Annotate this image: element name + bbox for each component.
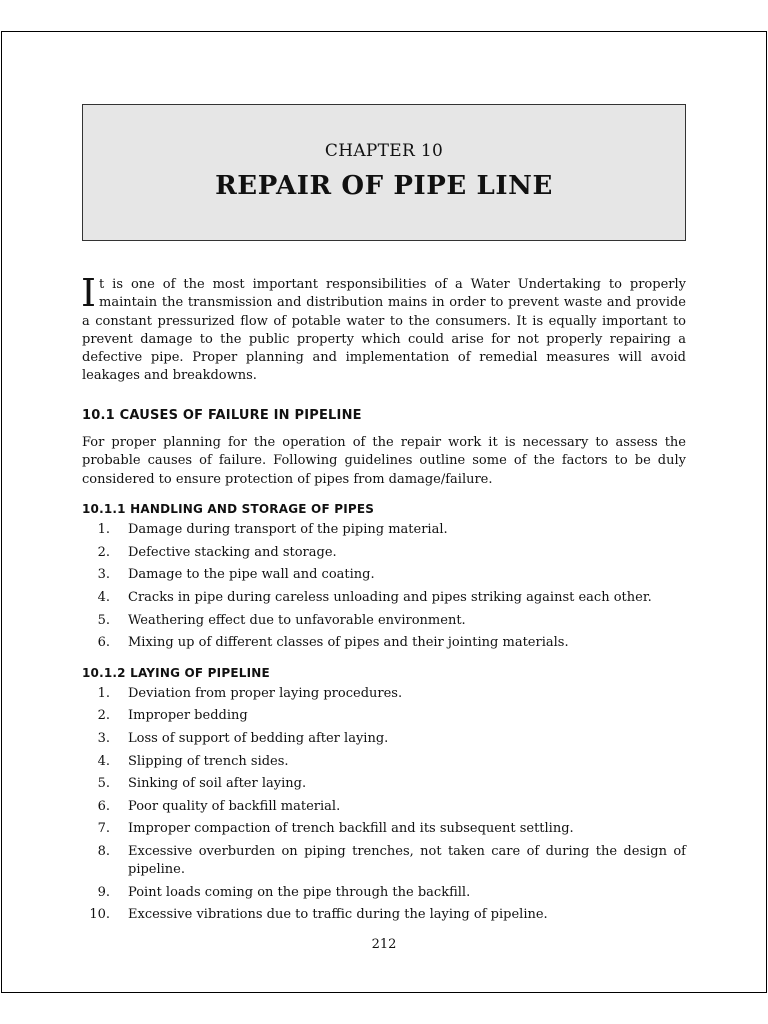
laying-list: [82, 685, 686, 925]
chapter-number: CHAPTER 10: [324, 141, 444, 161]
item-text: Poor quality of backfill material.: [128, 798, 341, 814]
item-text: Sinking of soil after laying.: [128, 776, 307, 792]
item-number: 2.: [97, 544, 110, 560]
item-number: 10.: [89, 907, 110, 923]
item-number: 3.: [97, 731, 110, 747]
list-item: [82, 820, 686, 838]
subsection-heading-laying: 10.1.2 LAYING OF PIPELINE: [82, 665, 270, 680]
item-number: 1.: [97, 685, 110, 701]
item-number: 3.: [97, 567, 110, 583]
list-item: [82, 612, 686, 630]
item-text: Weathering effect due to unfavorable environment.: [128, 612, 466, 628]
item-text: Loss of support of bedding after laying.: [128, 731, 389, 747]
item-number: 6.: [97, 635, 110, 651]
list-item: [82, 521, 686, 539]
list-item: [82, 544, 686, 562]
item-text: Improper compaction of trench backfill and its subsequent settling.: [128, 821, 574, 837]
item-text: Point loads coming on the pipe through the backfill.: [128, 884, 471, 900]
item-text: Defective stacking and storage.: [128, 544, 337, 560]
item-number: 2.: [97, 708, 110, 724]
item-text: Damage during transport of the piping material.: [128, 522, 448, 538]
list-item: [82, 589, 686, 607]
item-number: 5.: [97, 776, 110, 792]
item-text: Excessive vibrations due to traffic during the laying of pipeline.: [128, 907, 548, 923]
item-text: Mixing up of different classes of pipes and their jointing materials.: [128, 635, 569, 651]
handling-list: [82, 521, 686, 652]
subsection-heading-handling: 10.1.1 HANDLING AND STORAGE OF PIPES: [82, 501, 375, 516]
item-text: Slipping of trench sides.: [128, 753, 289, 769]
item-text: Cracks in pipe during careless unloading and pipes striking against each other.: [128, 590, 652, 606]
list-item: [82, 798, 686, 816]
list-item: [82, 906, 686, 924]
item-number: 4.: [97, 753, 110, 769]
page-number: 212: [371, 937, 397, 952]
list-item: [82, 730, 686, 748]
item-number: 7.: [97, 821, 110, 837]
item-text: Excessive overburden on piping trenches, not taken care of during the design of pipeline.: [128, 843, 686, 878]
list-item: [82, 634, 686, 652]
item-number: 4.: [97, 590, 110, 606]
list-item: [82, 884, 686, 902]
item-text: Damage to the pipe wall and coating.: [128, 567, 375, 583]
page-content: [81, 271, 686, 929]
chapter-header-box: [82, 104, 686, 241]
item-number: 8.: [97, 843, 110, 859]
item-number: 1.: [97, 522, 110, 538]
intro-text: t is one of the most important responsibilities of a Water Undertaking to properly maintain the transmission and distribution mains in order to prevent waste and provide a constant pressurized flow of potable water to the consumers. It is equally important to prevent damage to the public property which could arise for not properly repairing a defective pipe. Proper planning and implementation of remedial measures will avoid leakages and breakdowns.: [82, 277, 686, 384]
item-text: Deviation from proper laying procedures.: [128, 685, 403, 701]
list-item: [82, 775, 686, 793]
list-item: [82, 843, 686, 880]
list-item: [82, 753, 686, 771]
list-item: [82, 566, 686, 584]
item-number: 5.: [97, 612, 110, 628]
item-number: 9.: [97, 884, 110, 900]
list-item: [82, 685, 686, 703]
item-text: Improper bedding: [128, 708, 248, 724]
list-item: [82, 707, 686, 725]
section-heading: 10.1 CAUSES OF FAILURE IN PIPELINE: [82, 407, 362, 423]
drop-cap: I: [81, 271, 97, 315]
item-number: 6.: [97, 798, 110, 814]
chapter-title: REPAIR OF PIPE LINE: [215, 171, 553, 201]
intro-paragraph: [81, 271, 686, 386]
section-paragraph: For proper planning for the operation of the repair work it is necessary to assess the probable causes of failure. Following guidelines outline some of the factors to be duly considered to ensure protection of pipes from damage/failure.: [82, 435, 686, 487]
